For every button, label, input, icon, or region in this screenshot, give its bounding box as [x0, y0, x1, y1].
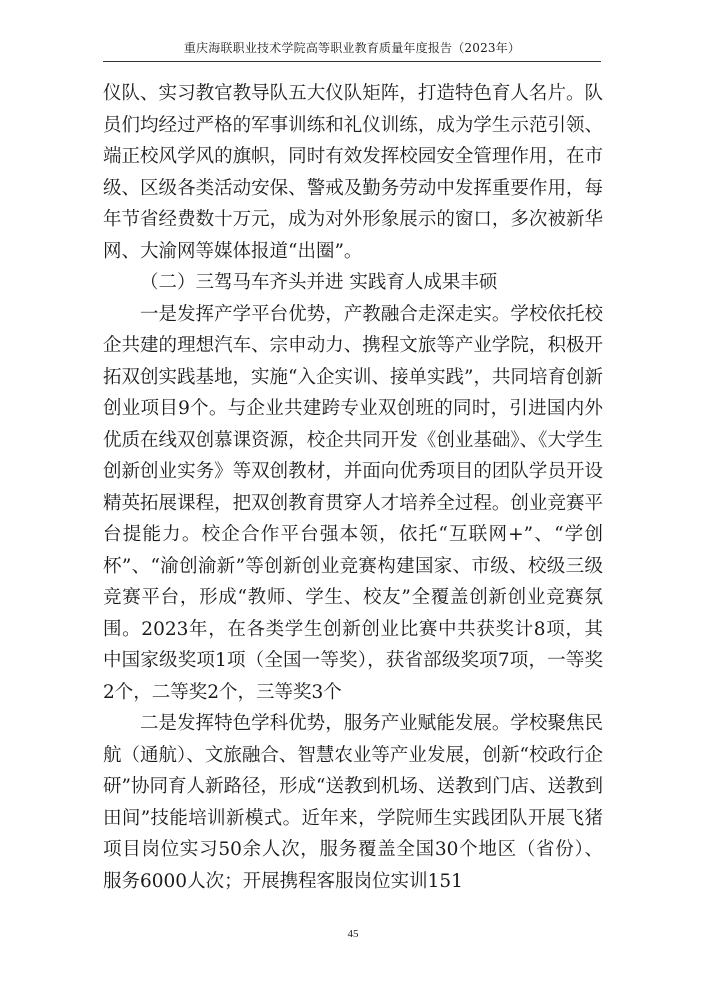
body-text	[103, 78, 603, 897]
page-number: 45	[347, 928, 359, 940]
paragraph-continued: 仪队、实习教官教导队五大仪队矩阵，打造特色育人名片。队员们均经过严格的军事训练和礼仪训练，成为学生示范引领、端正校风学风的旗帜，同时有效发挥校园安全管理作用，在市级、区级各类活动安保、警戒及勤务劳动中发挥重要作用，每年节省经费数十万元，成为对外形象展示的窗口，多次被新华网、大渝网等媒体报道“出圈”。	[103, 83, 603, 262]
running-header: 重庆海联职业技术学院高等职业教育质量年度报告（2023年）	[183, 41, 521, 55]
section-heading: （二）三驾马车齐头并进 实践育人成果丰硕	[140, 272, 498, 293]
paragraph-entrepreneurship: 一是发挥产学平台优势，产教融合走深走实。学校依托校企共建的理想汽车、宗申动力、携程文旅等产业学院，积极开拓双创实践基地，实施“入企实训、接单实践”，共同培育创新创业项目9个。与企业共建跨专业双创班的同时，引进国内外优质在线双创慕课资源，校企共同开发《创业基础》、《大学生创新创业实务》等双创教材，并面向优秀项目的团队学员开设精英拓展课程，把双创教育贯穿人才培养全过程。创业竞赛平台提能力。校企合作平台强本领，依托“互联网+”、“学创杯”、“渝创渝新”等创新创业竞赛构建国家、市级、校级三级竞赛平台，形成“教师、学生、校友”全覆盖创新创业竞赛氛围。2023年，在各类学生创新创业比赛中共获奖计8项，其中国家级奖项1项（全国一等奖），获省部级奖项7项，一等奖2个，二等奖2个，三等奖3个	[103, 303, 603, 703]
header-rule	[103, 61, 601, 62]
paragraph-industry-service: 二是发挥特色学科优势，服务产业赋能发展。学校聚焦民航（通航）、文旅融合、智慧农业等产业发展，创新“校政行企研”协同育人新路径，形成“送教到机场、送教到门店、送教到田间”技能培训新模式。近年来，学院师生实践团队开展飞猪项目岗位实习50余人次，服务覆盖全国30个地区（省份）、服务6000人次；开展携程客服岗位实训151	[103, 713, 603, 892]
